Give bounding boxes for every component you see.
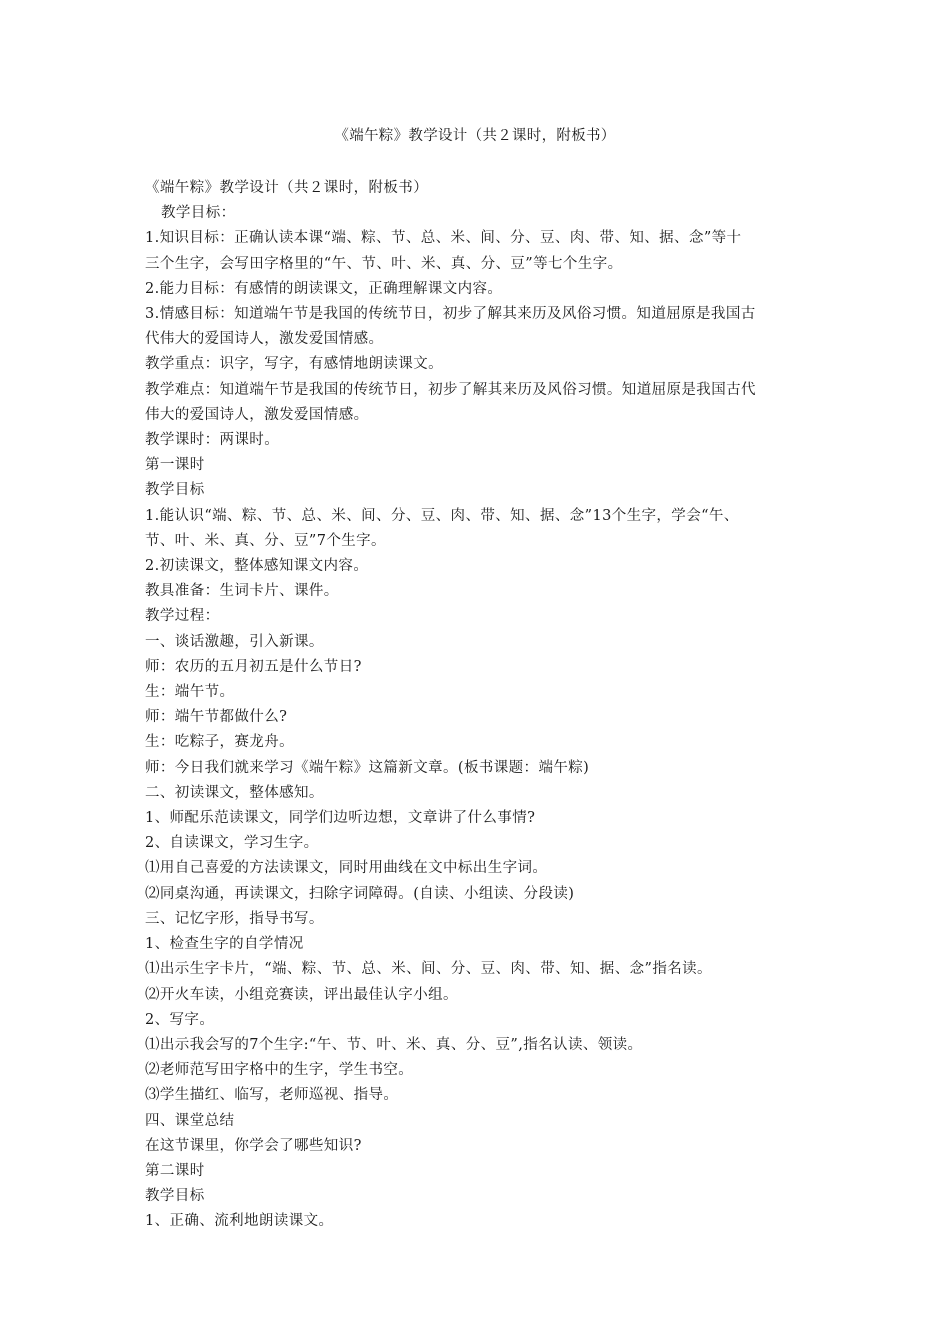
- paragraph-line: 2.能力目标：有感情的朗读课文，正确理解课文内容。: [145, 280, 503, 297]
- paragraph-line: 生：吃粽子，赛龙舟。: [145, 734, 294, 751]
- section-heading: 第一课时: [145, 457, 205, 474]
- document-title: 《端午粽》教学设计（共２课时，附板书）: [334, 128, 616, 144]
- paragraph-line: 师：端午节都做什么?: [145, 709, 288, 726]
- paragraph-line: 1.能认识“端、粽、节、总、米、间、分、豆、肉、带、知、据、念”13个生字，学会“午、: [145, 507, 739, 524]
- paragraph-line: 教具准备：生词卡片、课件。: [145, 583, 339, 600]
- paragraph-line: 一、谈话激趣，引入新课。: [145, 633, 324, 650]
- section-heading: 教学目标: [145, 1188, 205, 1205]
- paragraph-line: 3.情感目标：知道端午节是我国的传统节日，初步了解其来历及风俗习惯。知道屈原是我国古: [145, 306, 756, 323]
- paragraph-line: 节、叶、米、真、分、豆”7个生字。: [145, 532, 386, 549]
- paragraph-line: 教学重点：识字，写字，有感情地朗读课文。: [145, 356, 443, 373]
- paragraph-line: ⑴出示生字卡片，“端、粽、节、总、米、间、分、豆、肉、带、知、据、念”指名读。: [145, 961, 712, 978]
- body-heading: 《端午粽》教学设计（共２课时，附板书）: [145, 180, 429, 196]
- paragraph-line: 教学过程：: [145, 608, 220, 625]
- paragraph-line: 师：今日我们就来学习《端午粽》这篇新文章。(板书课题：端午粽): [145, 759, 590, 776]
- paragraph-line: 2.初读课文，整体感知课文内容。: [145, 558, 369, 575]
- paragraph-line: 2、自读课文，学习生字。: [145, 835, 319, 852]
- paragraph-line: 2、写字。: [145, 1011, 215, 1028]
- paragraph-line: 1、师配乐范读课文，同学们边听边想，文章讲了什么事情?: [145, 810, 536, 827]
- paragraph-line: 二、初读课文，整体感知。: [145, 784, 324, 801]
- paragraph-line: ⑵老师范写田字格中的生字，学生书空。: [145, 1062, 414, 1079]
- section-heading: 教学目标: [145, 482, 205, 499]
- section-heading: 第二课时: [145, 1162, 205, 1179]
- paragraph-line: ⑵同桌沟通，再读课文，扫除字词障碍。(自读、小组读、分段读): [145, 885, 575, 902]
- paragraph-line: 四、课堂总结: [145, 1112, 235, 1129]
- paragraph-line: 1、检查生字的自学情况: [145, 936, 304, 953]
- paragraph-line: 在这节课里，你学会了哪些知识?: [145, 1137, 362, 1154]
- paragraph-line: 三个生字，会写田字格里的“午、节、叶、米、真、分、豆”等七个生字。: [145, 255, 623, 272]
- paragraph-line: 1、正确、流利地朗读课文。: [145, 1213, 334, 1230]
- paragraph-line: ⑵开火车读，小组竞赛读，评出最佳认字小组。: [145, 986, 458, 1003]
- paragraph-line: ⑴用自己喜爱的方法读课文，同时用曲线在文中标出生字词。: [145, 860, 548, 877]
- paragraph-line: 伟大的爱国诗人，激发爱国情感。: [145, 406, 369, 423]
- paragraph-line: 1.知识目标：正确认读本课“端、粽、节、总、米、间、分、豆、肉、带、知、据、念”等十: [145, 230, 742, 247]
- document-body: [145, 176, 810, 1235]
- paragraph-line: 师：农历的五月初五是什么节日?: [145, 658, 362, 675]
- paragraph-line: 三、记忆字形，指导书写。: [145, 910, 324, 927]
- paragraph-line: 教学课时：两课时。: [145, 432, 280, 449]
- paragraph-line: ⑶学生描红、临写，老师巡视、指导。: [145, 1087, 399, 1104]
- paragraph-line: 生：端午节。: [145, 684, 235, 701]
- paragraph-line: ⑴出示我会写的7个生字:“午、节、叶、米、真、分、豆”,指名认读、领读。: [145, 1036, 643, 1053]
- paragraph-line: 教学难点：知道端午节是我国的传统节日，初步了解其来历及风俗习惯。知道屈原是我国古代: [145, 381, 756, 398]
- section-label-objectives: 教学目标：: [161, 205, 236, 222]
- paragraph-line: 代伟大的爱国诗人，激发爱国情感。: [145, 331, 384, 348]
